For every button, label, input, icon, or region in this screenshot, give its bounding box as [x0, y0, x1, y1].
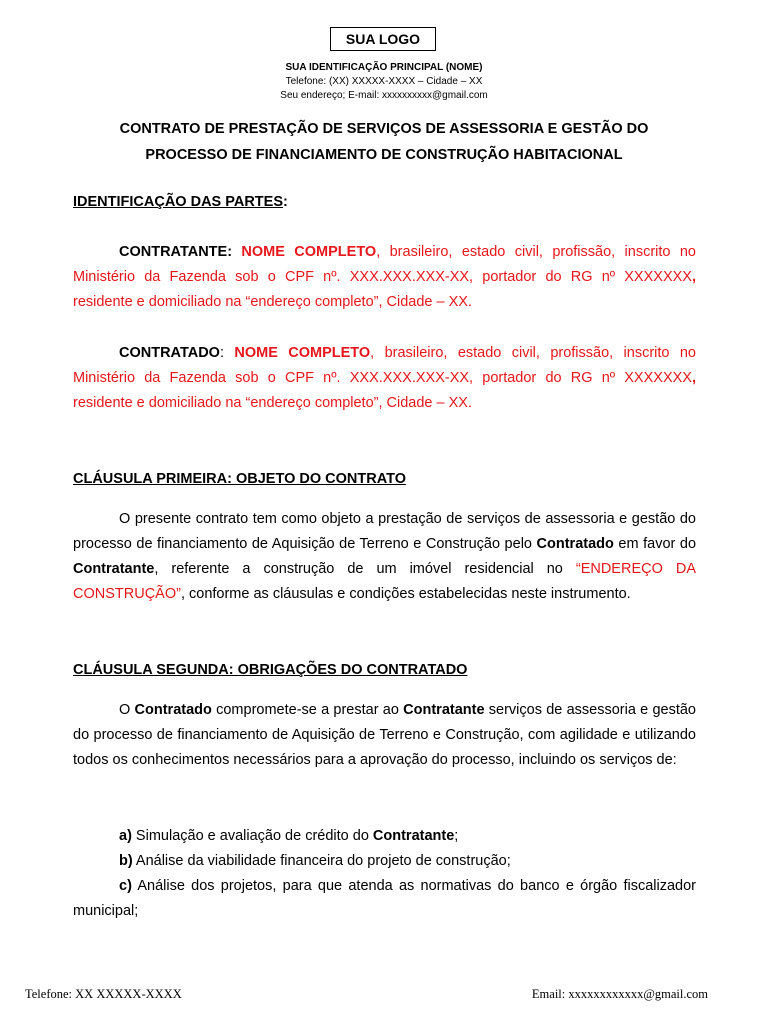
item-text-b: Análise da viabilidade financeira do projeto de construção; [132, 853, 511, 869]
contratante-details: , brasileiro, estado civil, profissão, inscrito no Ministério da Fazenda sob o CPF nº. XXX.XXX.XXX-XX, portador do RG nº XXXXXXX [73, 244, 696, 285]
logo-placeholder: SUA LOGO [330, 27, 436, 51]
clause1-text-1: O presente contrato tem como objeto a prestação de serviços de assessoria e gestão do processo de financiamento de Aquisição de Terreno e Construção pelo [73, 511, 696, 552]
clause1-text-2: em favor do [613, 536, 697, 552]
contratante-comma: , [691, 269, 696, 285]
id-line: SUA IDENTIFICAÇÃO PRINCIPAL (NOME) [285, 62, 483, 73]
clause2-text-3: serviços de assessoria e gestão do processo de financiamento de Aquisição de Terreno e Construção, com agilidade e utilizando todos os conhecimentos necessários para a aprovação do processo, incluindo os serviços de: [73, 702, 696, 768]
contratado-paragraph [73, 341, 696, 416]
clause1-contratante: Contratante [73, 561, 155, 577]
contratante-name: NOME COMPLETO [241, 244, 377, 260]
header-identification [0, 61, 768, 103]
item-text-a: Simulação e avaliação de crédito do [131, 828, 373, 844]
clause1-text-3: , referente a construção de um imóvel residencial no [154, 561, 576, 577]
item-bold-a: Contratante [372, 828, 455, 844]
parties-heading [73, 192, 288, 212]
clause2-text-2: compromete-se a prestar ao [211, 702, 404, 718]
footer-phone: Telefone: XX XXXXX-XXXX [25, 987, 182, 1001]
clause2-contratante: Contratante [403, 702, 485, 718]
construction-address: “ENDEREÇO DA CONSTRUÇÃO” [73, 561, 696, 602]
item-end-a: ; [454, 828, 459, 844]
list-item [73, 874, 696, 924]
item-letter-a: a) [119, 828, 132, 844]
item-letter-b: b) [119, 853, 133, 869]
clause2-text-1: O [119, 702, 135, 718]
clause1-paragraph [73, 507, 696, 607]
parties-heading-colon: : [283, 194, 288, 210]
contratado-label: CONTRATADO [119, 345, 220, 361]
clause2-heading: CLÁUSULA SEGUNDA: OBRIGAÇÕES DO CONTRATADO [73, 662, 468, 678]
title-line-1: CONTRATO DE PRESTAÇÃO DE SERVIÇOS DE ASSESSORIA E GESTÃO DO [119, 121, 649, 137]
contratado-name: NOME COMPLETO [234, 345, 371, 361]
clause2-list [73, 824, 696, 924]
clause2-paragraph [73, 698, 696, 773]
phone-line: Telefone: (XX) XXXXX-XXXX – Cidade – XX [285, 76, 483, 87]
clause2-contratado: Contratado [134, 702, 212, 718]
list-item [73, 824, 696, 849]
clause1-heading: CLÁUSULA PRIMEIRA: OBJETO DO CONTRATO [73, 471, 406, 487]
contratado-address: residente e domiciliado na “endereço completo”, Cidade – XX. [73, 395, 472, 411]
clause1-contratado: Contratado [536, 536, 614, 552]
document-title [60, 116, 708, 168]
clause1-text-4: , conforme as cláusulas e condições estabelecidas neste instrumento. [180, 586, 631, 602]
item-text-c: Análise dos projetos, para que atenda as normativas do banco e órgão fiscalizador municipal; [73, 878, 696, 919]
contratado-details: , brasileiro, estado civil, profissão, inscrito no Ministério da Fazenda sob o CPF nº. XXX.XXX.XXX-XX, portador do RG nº XXXXXXX [73, 345, 696, 386]
contratado-comma: , [691, 370, 696, 386]
list-item [73, 849, 696, 874]
address-line: Seu endereço; E-mail: xxxxxxxxxx@gmail.com [280, 90, 488, 101]
parties-heading-text: IDENTIFICAÇÃO DAS PARTES [73, 194, 283, 210]
contratante-address: residente e domiciliado na “endereço completo”, Cidade – XX. [73, 294, 472, 310]
footer-email: Email: xxxxxxxxxxxx@gmail.com [531, 987, 708, 1001]
item-letter-c: c) [119, 878, 132, 894]
contratado-colon: : [219, 345, 224, 361]
contratante-paragraph [73, 240, 696, 315]
contratante-label: CONTRATANTE: [119, 244, 233, 260]
title-line-2: PROCESSO DE FINANCIAMENTO DE CONSTRUÇÃO HABITACIONAL [145, 147, 623, 163]
